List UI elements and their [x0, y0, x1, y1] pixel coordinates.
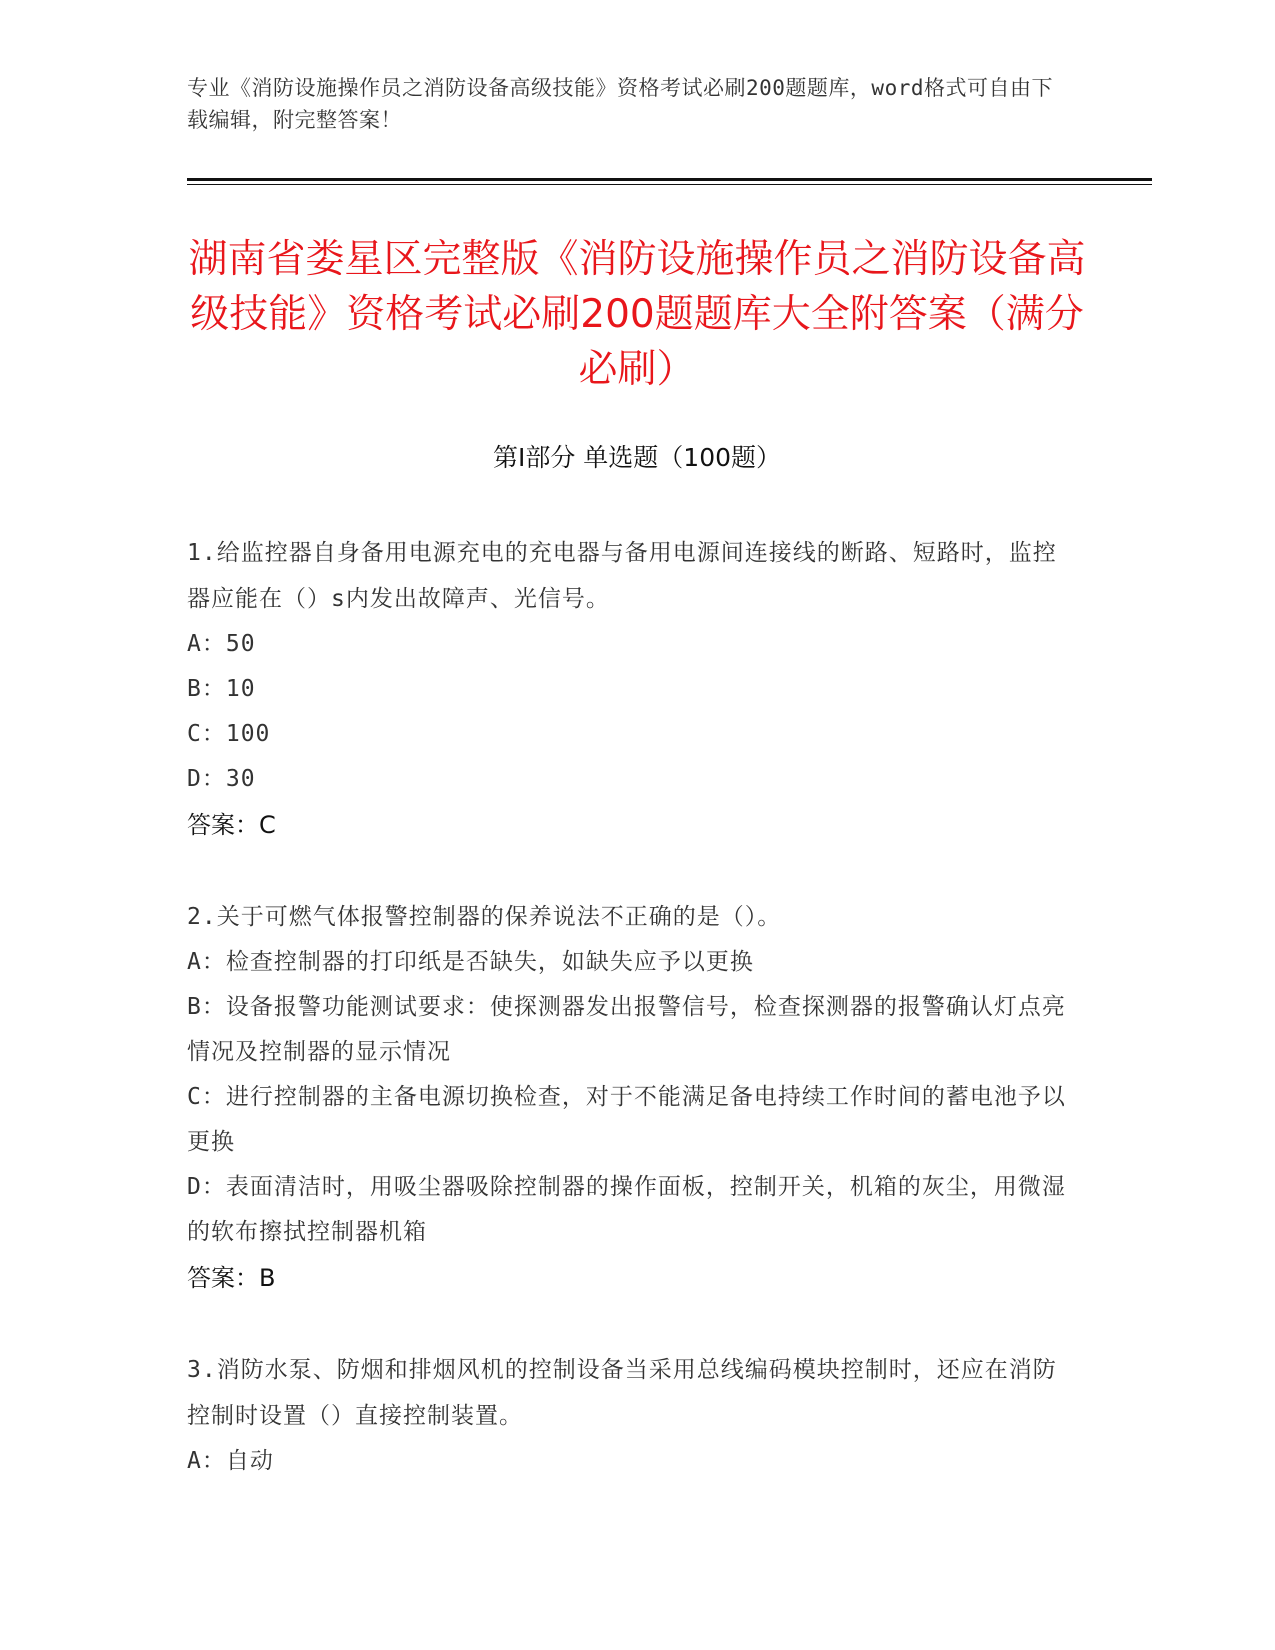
option-b: B：10	[187, 676, 256, 702]
option-a: A：自动	[187, 1448, 274, 1474]
option-c: C：100	[187, 721, 271, 747]
question-list	[187, 530, 1067, 1530]
option-c: C：进行控制器的主备电源切换检查，对于不能满足备电持续工作时间的蓄电池予以更换	[187, 1084, 1066, 1155]
option-a: A：检查控制器的打印纸是否缺失，如缺失应予以更换	[187, 949, 754, 975]
header-rule-thin	[187, 184, 1152, 185]
question-stem: 3.消防水泵、防烟和排烟风机的控制设备当采用总线编码模块控制时，还应在消防控制时设置（）直接控制装置。	[187, 1357, 1057, 1429]
option-d: D：30	[187, 766, 256, 792]
option-b: B：设备报警功能测试要求：使探测器发出报警信号，检查探测器的报警确认灯点亮情况及控制器的显示情况	[187, 994, 1066, 1065]
document-title: 湖南省娄星区完整版《消防设施操作员之消防设备高级技能》资格考试必刷200题题库大全附答案（满分必刷）	[188, 237, 1086, 392]
question-1	[187, 530, 1067, 848]
header-note: 专业《消防设施操作员之消防设备高级技能》资格考试必刷200题题库，word格式可自由下载编辑，附完整答案！	[187, 76, 1053, 132]
answer: 答案：C	[187, 811, 276, 839]
question-2	[187, 894, 1067, 1301]
option-d: D：表面清洁时，用吸尘器吸除控制器的操作面板，控制开关，机箱的灰尘，用微湿的软布擦拭控制器机箱	[187, 1174, 1066, 1245]
option-a: A：50	[187, 631, 256, 657]
question-stem: 1.给监控器自身备用电源充电的充电器与备用电源间连接线的断路、短路时，监控器应能在（）s内发出故障声、光信号。	[187, 540, 1057, 612]
answer: 答案：B	[187, 1264, 276, 1292]
question-stem: 2.关于可燃气体报警控制器的保养说法不正确的是（）。	[187, 904, 782, 930]
section-title: 第Ⅰ部分 单选题（100题）	[492, 443, 782, 472]
header-rule-thick	[187, 178, 1152, 181]
question-3	[187, 1347, 1067, 1484]
